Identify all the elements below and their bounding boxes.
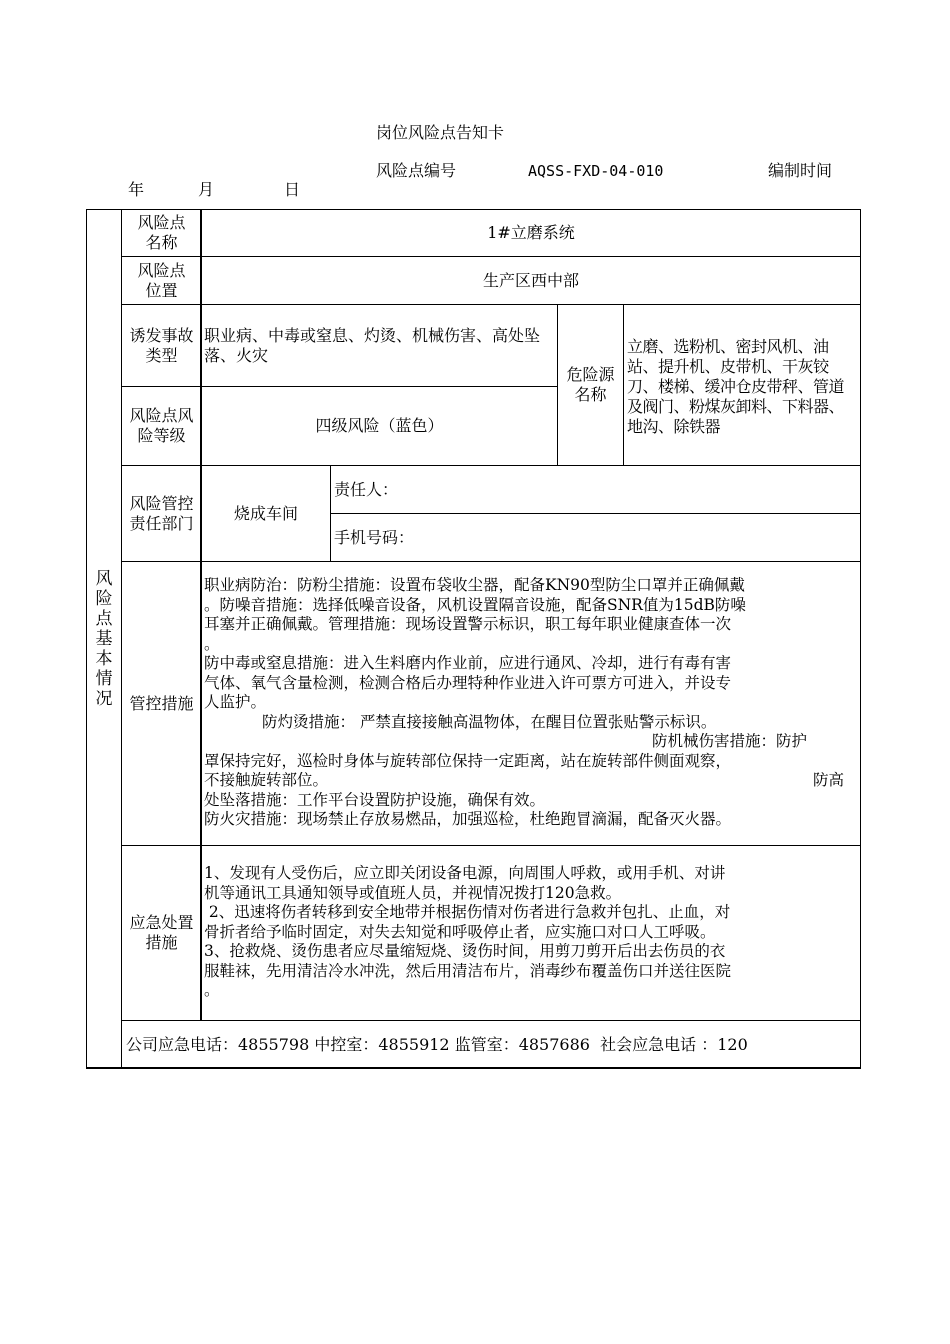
- emergency-line: 1、发现有人受伤后，应立即关闭设备电源，向周围人呼救，或用手机、对讲: [204, 864, 726, 882]
- measures-line: 气体、氧气含量检测，检测合格后办理特种作业进入许可票方可进入，并设专: [204, 673, 732, 692]
- compile-time-label: 编制时间: [768, 161, 833, 180]
- hazard-value: 立磨、选粉机、密封风机、油站、提升机、皮带机、干灰铰刀、楼梯、缓冲仓皮带秤、管道及阀门、粉煤灰卸料、下料器、地沟、除铁器: [627, 337, 845, 436]
- emergency-line: 3、抢救烧、烫伤患者应尽量缩短烧、烫伤时间，用剪刀剪开后出去伤员的衣: [204, 942, 726, 960]
- accident-type-value: 职业病、中毒或窒息、灼烫、机械伤害、高处坠落、火灾: [204, 326, 541, 365]
- col-sep-side: [121, 209, 122, 1069]
- page-title: 岗位风险点告知卡: [376, 123, 505, 142]
- date-day: 日: [284, 180, 301, 199]
- emergency-line: 服鞋袜，先用清洁冷水冲洗，然后用清洁布片，消毒纱布覆盖伤口并送往医院: [204, 961, 732, 980]
- row-sep-5: [330, 513, 861, 514]
- measures-line: 防高: [812, 771, 844, 789]
- row-sep-2: [121, 304, 861, 305]
- risk-code-value: AQSS-FXD-04-010: [528, 162, 664, 180]
- date-month: 月: [198, 180, 215, 199]
- location-value: 生产区西中部: [482, 270, 579, 290]
- emergency-line: 。: [204, 981, 220, 999]
- col-sep-label: [200, 209, 202, 1020]
- emergency-line: 骨折者给予临时固定，对失去知觉和呼吸停止者，应实施口对口人工呼吸。: [204, 922, 716, 941]
- date-year: 年: [128, 180, 145, 199]
- measures-line: 防灼烫措施： 严禁直接接触高温物体，在醒目位置张贴警示标识。: [262, 712, 717, 731]
- measures-line: 人监护。: [204, 693, 267, 711]
- side-label: 风险点基本情况: [95, 568, 113, 709]
- name-value: 1#立磨系统: [487, 223, 575, 242]
- risk-code-label: 风险点编号: [376, 161, 457, 180]
- measures-line: 防中毒或窒息措施：进入生料磨内作业前，应进行通风、冷却，进行有毒有害: [204, 654, 732, 672]
- accident-type-label: 诱发事故类型: [129, 325, 194, 365]
- border-left: [86, 209, 87, 1069]
- location-label: 风险点位置: [137, 260, 186, 300]
- col-sep-hazard-right: [623, 305, 624, 466]
- measures-line: 防火灾措施：现场禁止存放易燃品，加强巡检，杜绝跑冒滴漏，配备灭火器。: [204, 810, 732, 828]
- name-label: 风险点名称: [137, 213, 186, 252]
- phone-label: 手机号码：: [334, 528, 415, 547]
- row-sep-7: [121, 845, 861, 846]
- measures-line: 。防噪音措施：选择低噪音设备，风机设置隔音设施，配备SNR值为15dB防噪: [204, 595, 746, 614]
- border-right: [860, 209, 861, 1069]
- row-sep-6: [121, 561, 861, 562]
- emergency-phones: 公司应急电话：4855798 中控室：4855912 监管室：4857686 社会应急电话 ：120: [126, 1035, 748, 1054]
- measures-line: 职业病防治：防粉尘措施：设置布袋收尘器，配备KN90型防尘口罩并正确佩戴: [204, 576, 745, 594]
- measures-line: 。: [204, 634, 220, 653]
- measures-text: [204, 576, 858, 830]
- dept-label: 风险管控责任部门: [129, 493, 194, 533]
- emergency-text: [204, 864, 858, 1001]
- measures-line: 罩保持完好，巡检时身体与旋转部位保持一定距离，站在旋转部件侧面观察，: [204, 751, 732, 770]
- responsible-label: 责任人：: [334, 480, 399, 499]
- measures-line: 处坠落措施：工作平台设置防护设施，确保有效。: [204, 790, 546, 809]
- border-bottom: [86, 1067, 861, 1069]
- measures-line: 防机械伤害措施：防护: [652, 732, 808, 750]
- measures-line: 耳塞并正确佩戴。管理措施：现场设置警示标识，职工每年职业健康查体一次: [204, 615, 732, 633]
- measures-line: 不接触旋转部位。: [204, 771, 329, 789]
- row-sep-8: [121, 1020, 861, 1021]
- emergency-line: 2、迅速将伤者转移到安全地带并根据伤情对伤者进行急救并包扎、止血，对: [204, 903, 731, 921]
- measures-label: 管控措施: [129, 693, 194, 713]
- risk-level-value: 四级风险（蓝色）: [315, 416, 444, 435]
- emergency-line: 机等通讯工具通知领导或值班人员，并视情况拨打120急救。: [204, 883, 622, 902]
- hazard-label: 危险源名称: [566, 365, 615, 404]
- risk-level-label: 风险点风险等级: [129, 406, 194, 445]
- dept-value: 烧成车间: [233, 503, 298, 523]
- emergency-label: 应急处置措施: [129, 913, 194, 952]
